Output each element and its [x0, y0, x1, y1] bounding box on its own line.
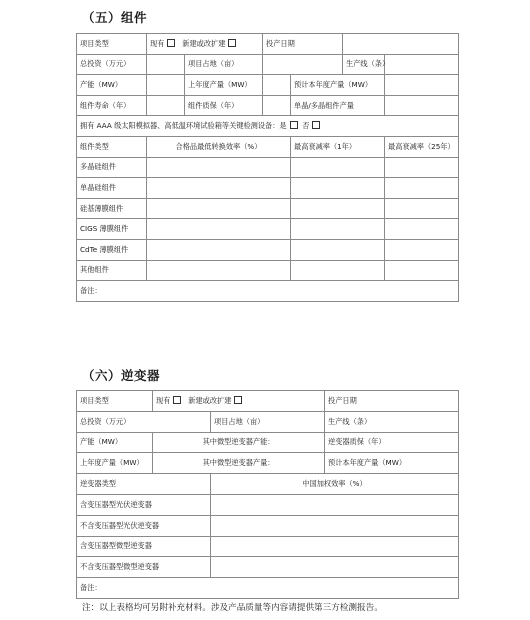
min-efficiency-header: 合格品最低转换效率（%） — [147, 136, 291, 157]
table-row — [77, 432, 459, 453]
micro-capacity-label: 其中微型逆变器产能： — [153, 432, 325, 453]
table-row — [77, 453, 459, 474]
decay-1y-field[interactable] — [291, 157, 385, 178]
table-row — [77, 578, 459, 599]
decay-25y-field[interactable] — [385, 157, 459, 178]
weighted-efficiency-header: 中国加权效率（%） — [211, 474, 459, 495]
component-row-label: CdTe 薄膜组件 — [77, 239, 147, 260]
table-row — [77, 260, 459, 281]
land-area-label: 项目占地（亩） — [211, 411, 325, 432]
land-area-field[interactable] — [263, 54, 343, 75]
last-year-output-label: 上年度产量（MW） — [77, 453, 153, 474]
table-row — [77, 198, 459, 219]
table-row — [77, 34, 459, 55]
lifespan-label: 组件寿命（年） — [77, 95, 147, 116]
decay-1y-field[interactable] — [291, 239, 385, 260]
total-investment-label: 总投资（万元） — [77, 54, 147, 75]
table-row — [77, 157, 459, 178]
existing-checkbox[interactable] — [167, 39, 175, 47]
lifespan-field[interactable] — [147, 95, 185, 116]
new-or-expand-checkbox[interactable] — [228, 39, 236, 47]
table-header-row — [77, 136, 459, 157]
expected-output-field[interactable] — [385, 75, 459, 96]
efficiency-field[interactable] — [147, 239, 291, 260]
component-row-label: 硅基薄膜组件 — [77, 198, 147, 219]
table-row — [77, 75, 459, 96]
project-type-options — [147, 34, 263, 55]
decay-1y-field[interactable] — [291, 198, 385, 219]
existing-label: 现有 — [150, 38, 165, 48]
table-row — [77, 494, 459, 515]
equipment-question — [77, 116, 459, 137]
table-row — [77, 178, 459, 199]
new-or-expand-checkbox[interactable] — [234, 396, 242, 404]
last-year-output-label: 上年度产量（MW） — [185, 75, 263, 96]
remarks-field[interactable] — [77, 578, 459, 599]
capacity-label: 产能（MW） — [77, 432, 153, 453]
remarks-label: 备注： — [80, 583, 102, 593]
component-row-label: 多晶硅组件 — [77, 157, 147, 178]
inverter-row-label: 不含变压器型微型逆变器 — [77, 557, 211, 578]
efficiency-field[interactable] — [211, 494, 459, 515]
component-row-label: 其他组件 — [77, 260, 147, 281]
table-row — [77, 411, 459, 432]
total-investment-label: 总投资（万元） — [77, 411, 211, 432]
inverter-type-header: 逆变器类型 — [77, 474, 211, 495]
inverter-row-label: 不含变压器型光伏逆变器 — [77, 515, 211, 536]
efficiency-field[interactable] — [211, 515, 459, 536]
last-year-output-field[interactable] — [263, 75, 291, 96]
efficiency-field[interactable] — [211, 536, 459, 557]
new-or-expand-label: 新建或改扩建 — [182, 38, 226, 48]
equipment-yes-checkbox[interactable] — [290, 121, 298, 129]
inverter-row-label: 含变压器型微型逆变器 — [77, 536, 211, 557]
total-investment-field[interactable] — [147, 54, 185, 75]
table-row — [77, 116, 459, 137]
mono-poly-field[interactable] — [385, 95, 459, 116]
max-decay-1y-header: 最高衰减率（1年） — [291, 136, 385, 157]
decay-1y-field[interactable] — [291, 260, 385, 281]
existing-label: 现有 — [156, 395, 171, 405]
inverter-warranty-label: 逆变器质保（年） — [325, 432, 459, 453]
efficiency-field[interactable] — [147, 260, 291, 281]
decay-25y-field[interactable] — [385, 198, 459, 219]
inverter-row-label: 含变压器型光伏逆变器 — [77, 494, 211, 515]
efficiency-field[interactable] — [147, 219, 291, 240]
efficiency-field[interactable] — [147, 198, 291, 219]
production-line-label: 生产线（条） — [343, 54, 385, 75]
inverter-table — [76, 390, 459, 599]
decay-25y-field[interactable] — [385, 178, 459, 199]
table-row — [77, 281, 459, 302]
production-line-field[interactable] — [385, 54, 459, 75]
production-line-label: 生产线（条） — [325, 411, 459, 432]
project-type-label: 项目类型 — [77, 34, 147, 55]
project-type-label: 项目类型 — [77, 391, 153, 412]
table-row — [77, 557, 459, 578]
equipment-no-checkbox[interactable] — [312, 121, 320, 129]
production-date-field[interactable] — [343, 34, 459, 55]
mono-poly-label: 单晶/多晶组件产量 — [291, 95, 385, 116]
table-row — [77, 239, 459, 260]
footnote: 注：以上表格均可另附补充材料。涉及产品质量等内容请提供第三方检测报告。 — [82, 603, 383, 613]
remarks-field[interactable] — [77, 281, 459, 302]
equipment-question-text: 拥有 AAA 级太阳模拟器、高低温环境试验箱等关键检测设备：是 — [80, 121, 287, 131]
decay-25y-field[interactable] — [385, 219, 459, 240]
expected-output-label: 预计本年度产量（MW） — [325, 453, 459, 474]
efficiency-field[interactable] — [211, 557, 459, 578]
table-row — [77, 536, 459, 557]
production-date-label: 投产日期 — [325, 391, 459, 412]
existing-checkbox[interactable] — [173, 396, 181, 404]
capacity-field[interactable] — [147, 75, 185, 96]
section5-title: （五）组件 — [82, 10, 148, 25]
land-area-label: 项目占地（亩） — [185, 54, 263, 75]
capacity-label: 产能（MW） — [77, 75, 147, 96]
remarks-label: 备注： — [80, 285, 102, 295]
warranty-field[interactable] — [263, 95, 291, 116]
production-date-label: 投产日期 — [263, 34, 343, 55]
expected-output-label: 预计本年度产量（MW） — [291, 75, 385, 96]
warranty-label: 组件质保（年） — [185, 95, 263, 116]
component-row-label: 单晶硅组件 — [77, 178, 147, 199]
new-or-expand-label: 新建或改扩建 — [188, 395, 232, 405]
section6-title: （六）逆变器 — [82, 368, 161, 383]
table-row — [77, 219, 459, 240]
max-decay-25y-header: 最高衰减率（25年） — [385, 136, 459, 157]
equipment-no-label: 否 — [302, 121, 310, 131]
table-row — [77, 515, 459, 536]
decay-25y-field[interactable] — [385, 239, 459, 260]
table-header-row — [77, 474, 459, 495]
table-row — [77, 54, 459, 75]
table-row — [77, 391, 459, 412]
component-type-header: 组件类型 — [77, 136, 147, 157]
efficiency-field[interactable] — [147, 178, 291, 199]
component-table — [76, 33, 459, 302]
decay-25y-field[interactable] — [385, 260, 459, 281]
decay-1y-field[interactable] — [291, 178, 385, 199]
project-type-options — [153, 391, 325, 412]
decay-1y-field[interactable] — [291, 219, 385, 240]
efficiency-field[interactable] — [147, 157, 291, 178]
table-row — [77, 95, 459, 116]
micro-output-label: 其中微型逆变器产量： — [153, 453, 325, 474]
component-row-label: CIGS 薄膜组件 — [77, 219, 147, 240]
